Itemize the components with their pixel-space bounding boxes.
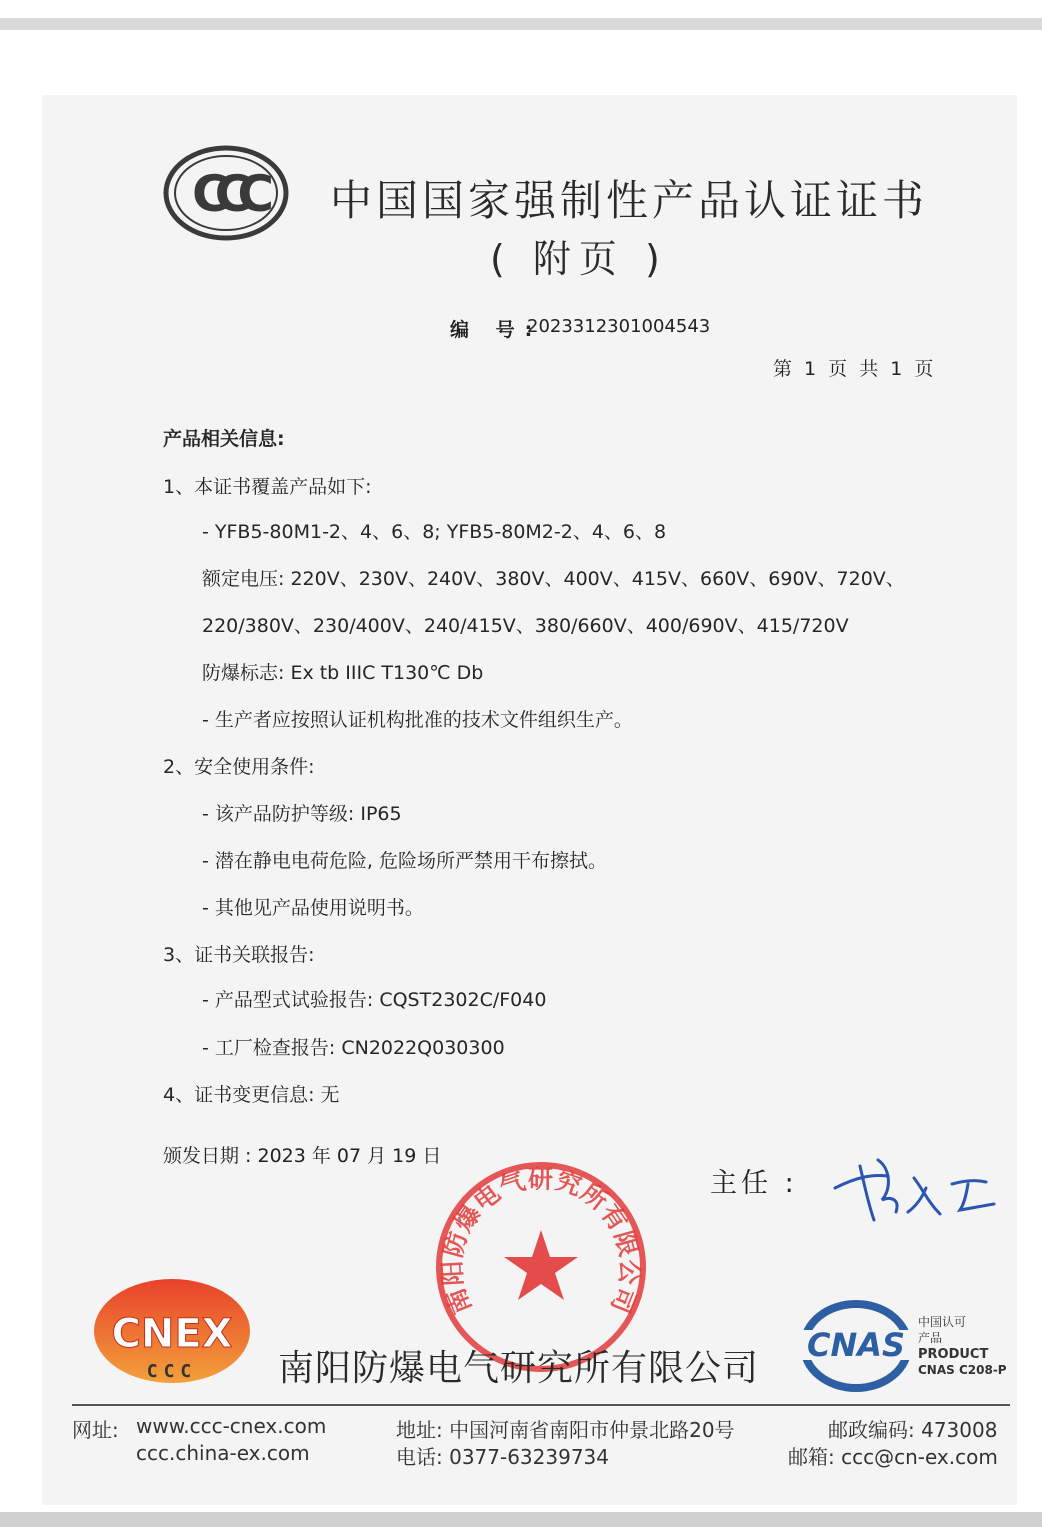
certificate-title: 中国国家强制性产品认证证书 bbox=[330, 176, 929, 225]
footer-divider bbox=[72, 1404, 1010, 1406]
item-2-b: - 潜在静电电荷危险, 危险场所严禁用干布擦拭。 bbox=[202, 850, 607, 872]
footer-phone: 电话: 0377-63239734 bbox=[396, 1445, 610, 1469]
director-label: 主任 : bbox=[710, 1168, 798, 1199]
footer-email: 邮箱: ccc@cn-ex.com bbox=[788, 1445, 998, 1469]
company-name: 南阳防爆电气研究所有限公司 bbox=[278, 1348, 760, 1389]
item-1-ex-marking: 防爆标志: Ex tb IIIC T130℃ Db bbox=[202, 662, 484, 684]
seal-text: 南阳防爆电气研究所有限公司 bbox=[437, 1164, 645, 1319]
certificate-number: 2023312301004543 bbox=[527, 316, 711, 337]
item-3-a: - 产品型式试验报告: CQST2302C/F040 bbox=[202, 989, 547, 1011]
director-signature bbox=[830, 1148, 1000, 1228]
top-bar bbox=[0, 0, 1042, 32]
cnas-logo bbox=[800, 1300, 1012, 1392]
footer-web-1: www.ccc-cnex.com bbox=[136, 1414, 327, 1438]
item-2: 2、安全使用条件: bbox=[163, 756, 315, 778]
cnas-line-2: 产品 bbox=[918, 1331, 943, 1345]
certificate-subtitle: ( 附页 ) bbox=[490, 237, 668, 281]
footer-address: 地址: 中国河南省南阳市仲景北路20号 bbox=[396, 1418, 735, 1442]
ccc-logo-text: CCC bbox=[191, 165, 261, 223]
page-info: 第 1 页 共 1 页 bbox=[773, 358, 937, 380]
item-1-voltage-line-2: 220/380V、230/400V、240/415V、380/660V、400/690V、415/720V bbox=[202, 615, 849, 637]
section-heading: 产品相关信息: bbox=[163, 428, 285, 450]
item-2-c: - 其他见产品使用说明书。 bbox=[202, 897, 424, 919]
cnex-logo bbox=[92, 1277, 254, 1389]
item-2-a: - 该产品防护等级: IP65 bbox=[202, 803, 402, 825]
item-1-voltage-line-1: 额定电压: 220V、230V、240V、380V、400V、415V、660V、690V、720V、 bbox=[202, 568, 905, 590]
cnas-logo-text: CNAS bbox=[806, 1326, 906, 1364]
footer-postcode: 邮政编码: 473008 bbox=[828, 1418, 998, 1442]
cnas-line-4: CNAS C208-P bbox=[918, 1363, 1007, 1377]
footer-web-2: ccc.china-ex.com bbox=[136, 1441, 310, 1465]
item-3: 3、证书关联报告: bbox=[163, 944, 315, 966]
item-3-b: - 工厂检查报告: CN2022Q030300 bbox=[202, 1037, 505, 1059]
certificate-number-label: 编 号: bbox=[450, 319, 543, 341]
item-1: 1、本证书覆盖产品如下: bbox=[163, 476, 372, 498]
cnex-logo-subtext: CCC bbox=[146, 1361, 198, 1382]
item-1-note: - 生产者应按照认证机构批准的技术文件组织生产。 bbox=[202, 709, 633, 731]
footer-web-label: 网址: bbox=[72, 1418, 119, 1442]
item-1-models: - YFB5-80M1-2、4、6、8; YFB5-80M2-2、4、6、8 bbox=[202, 521, 667, 543]
top-strip bbox=[0, 18, 1042, 30]
issue-date: 颁发日期 : 2023 年 07 月 19 日 bbox=[163, 1145, 442, 1167]
bottom-bar bbox=[0, 1512, 1042, 1527]
cnas-line-3: PRODUCT bbox=[918, 1347, 989, 1362]
cnas-line-1: 中国认可 bbox=[918, 1315, 967, 1329]
item-4: 4、证书变更信息: 无 bbox=[163, 1084, 340, 1106]
ccc-logo bbox=[163, 145, 289, 241]
cnex-logo-text: CNEX bbox=[111, 1311, 233, 1357]
